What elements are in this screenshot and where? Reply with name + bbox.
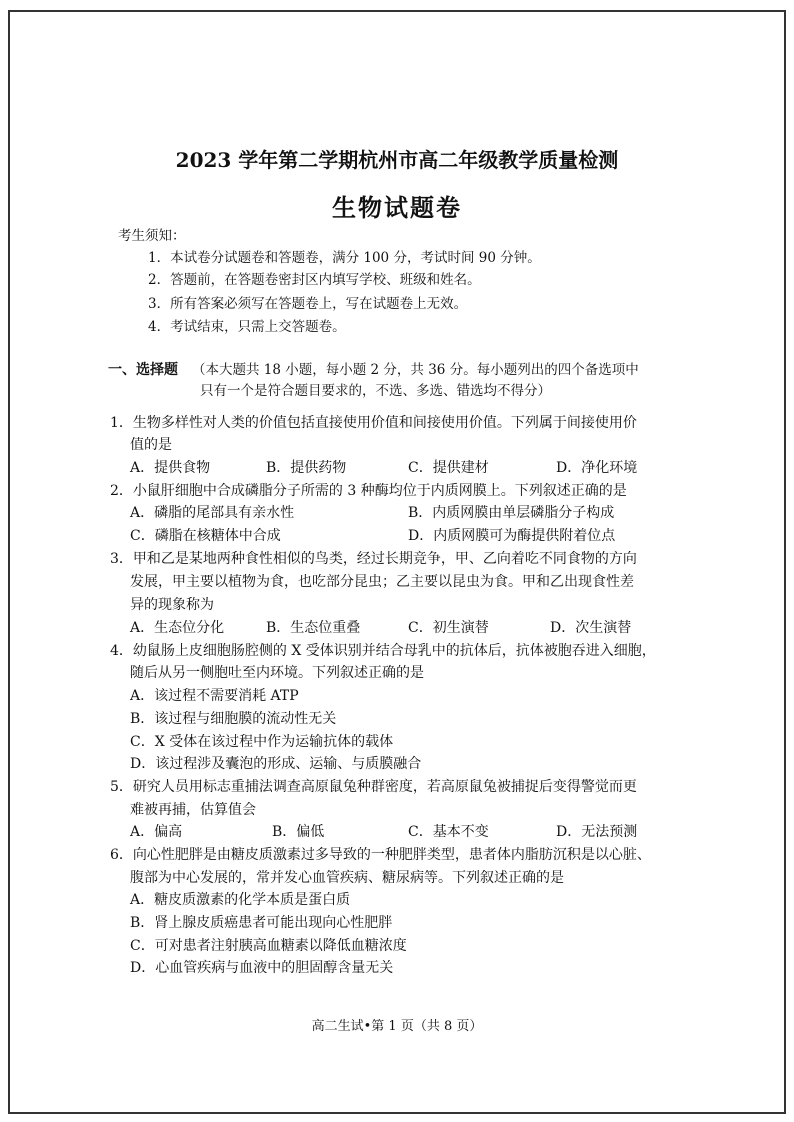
option-b: B．内质网膜由单层磷脂分子构成: [408, 505, 615, 521]
option-a: A．糖皮质激素的化学本质是蛋白质: [130, 892, 351, 908]
question-stem: 发展，甲主要以植物为食，也吃部分昆虫；乙主要以昆虫为食。甲和乙出现食性差: [130, 574, 634, 590]
option-a: A．磷脂的尾部具有亲水性: [130, 505, 295, 521]
question-stem: 4．幼鼠肠上皮细胞肠腔侧的 X 受体识别并结合母乳中的抗体后，抗体被胞吞进入细胞，: [110, 643, 656, 659]
notice-item: 1．本试卷分试题卷和答题卷，满分 100 分，考试时间 90 分钟。: [148, 250, 541, 266]
option-d: D．净化环境: [556, 460, 638, 476]
page-footer: 高二生试•第 1 页（共 8 页）: [311, 1019, 483, 1034]
page-border-left: [8, 10, 10, 1114]
question-stem: 3．甲和乙是某地两种食性相似的鸟类，经过长期竞争，甲、乙向着吃不同食物的方向: [110, 551, 637, 567]
notice-item: 3．所有答案必须写在答题卷上，写在试题卷上无效。: [148, 296, 468, 312]
option-b: B．生态位重叠: [266, 620, 361, 636]
option-d: D．次生演替: [550, 620, 632, 636]
option-c: C．可对患者注射胰高血糖素以降低血糖浓度: [130, 938, 407, 954]
page-border-right: [784, 10, 786, 1114]
question-stem: 值的是: [130, 437, 172, 453]
question-stem: 异的现象称为: [130, 597, 214, 613]
question-stem: 腹部为中心发展的，常并发心血管疾病、糖尿病等。下列叙述正确的是: [130, 870, 564, 886]
question-stem: 2．小鼠肝细胞中合成磷脂分子所需的 3 种酶均位于内质网膜上。下列叙述正确的是: [110, 483, 627, 499]
option-a: A．生态位分化: [130, 620, 225, 636]
option-c: C．X 受体在该过程中作为运输抗体的载体: [130, 734, 394, 750]
option-c: C．基本不变: [408, 824, 489, 840]
section-desc: 只有一个是符合题目要求的，不选、多选、错选均不得分）: [200, 383, 551, 399]
option-b: B．肾上腺皮质癌患者可能出现向心性肥胖: [130, 915, 393, 931]
option-b: B．偏低: [272, 824, 325, 840]
option-c: C．提供建材: [408, 460, 489, 476]
option-d: D．该过程涉及囊泡的形成、运输、与质膜融合: [130, 756, 422, 772]
notice-heading: 考生须知：: [118, 228, 186, 244]
option-b: B．该过程与细胞膜的流动性无关: [130, 711, 337, 727]
option-a: A．偏高: [130, 824, 183, 840]
option-b: B．提供药物: [266, 460, 347, 476]
option-c: C．初生演替: [408, 620, 489, 636]
option-c: C．磷脂在核糖体中合成: [130, 528, 281, 544]
exam-title: 2023 学年第二学期杭州市高二年级教学质量检测: [175, 148, 619, 172]
option-a: A．提供食物: [130, 460, 211, 476]
section-label: 一、选择题: [108, 362, 178, 378]
exam-subtitle: 生物试题卷: [332, 193, 462, 222]
option-a: A．该过程不需要消耗 ATP: [130, 688, 299, 704]
notice-item: 4．考试结束，只需上交答题卷。: [148, 319, 346, 335]
question-stem: 随后从另一侧胞吐至内环境。下列叙述正确的是: [130, 665, 424, 681]
notice-item: 2．答题前，在答题卷密封区内填写学校、班级和姓名。: [148, 272, 481, 288]
question-stem: 5．研究人员用标志重捕法调查高原鼠兔种群密度，若高原鼠兔被捕捉后变得警觉而更: [110, 779, 637, 795]
question-stem: 6．向心性肥胖是由糖皮质激素过多导致的一种肥胖类型，患者体内脂肪沉积是以心脏、: [110, 847, 651, 863]
option-d: D．无法预测: [556, 824, 638, 840]
section-desc: （本大题共 18 小题，每小题 2 分，共 36 分。每小题列出的四个备选项中: [192, 362, 639, 378]
option-d: D．内质网膜可为酶提供附着位点: [408, 528, 616, 544]
question-stem: 1．生物多样性对人类的价值包括直接使用价值和间接使用价值。下列属于间接使用价: [110, 415, 637, 431]
option-d: D．心血管疾病与血液中的胆固醇含量无关: [130, 960, 394, 976]
page-border-top: [9, 10, 785, 12]
page-border-bottom: [9, 1112, 785, 1114]
question-stem: 难被再捕，估算值会: [130, 802, 256, 818]
